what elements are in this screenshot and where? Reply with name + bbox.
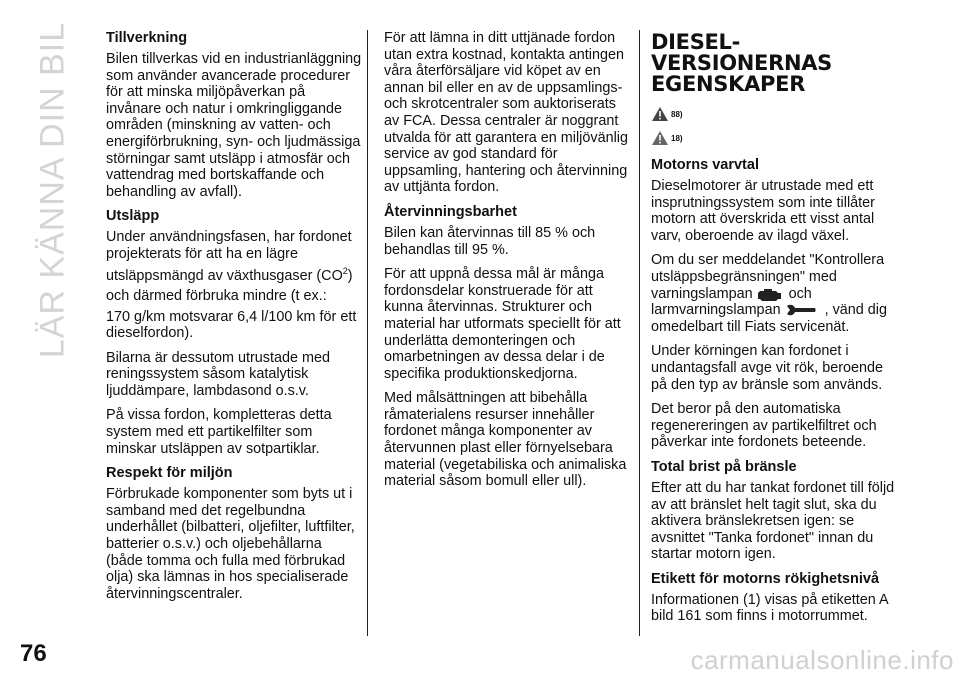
warning-reference-2	[651, 129, 901, 147]
column-divider-2	[639, 30, 640, 636]
paragraph-bransle: Efter att du har tankat fordonet till följd av att bränslet helt tagit slut, ska du aktivera bränslekretsen igen: se avsnittet "Tanka fordonet" innan du startar motorn igen.	[651, 479, 895, 563]
section-title-line-1: DIESEL-	[651, 30, 741, 54]
heading-tillverkning: Tillverkning	[106, 30, 188, 46]
varvtal-2-text-b: och larmvarningslampan	[651, 285, 812, 319]
page-number: 76	[20, 640, 47, 667]
utslapp-text-a: Under användningsfasen, har fordonet projekterats för att ha en lägre utsläppsmängd av växthusgaser (CO	[106, 229, 352, 284]
wrench-icon	[785, 303, 821, 317]
paragraph-varvtal-2	[651, 252, 901, 335]
section-title-line-2: VERSIONERNAS	[651, 51, 833, 75]
heading-bransle: Total brist på bränsle	[651, 458, 797, 475]
paragraph-atervinning-3: Med målsättningen att bibehålla råmaterialens resurser innehåller fordonet många komponenter av återvunnen plast eller förnyelsebara material (vegetabiliska och animaliska material såsom bomull eller ull).	[384, 390, 627, 490]
paragraph-respekt: Förbrukade komponenter som byts ut i samband med det regelbundna underhållet (bilbatteri, oljefilter, luftfilter, batterier o.s.v.) och oljebehållarna (både tomma och fulla med förbrukad olja) ska lämnas in hos specialiserade återvinningscentraler.	[106, 486, 355, 602]
column-1	[106, 30, 362, 610]
column-3	[651, 30, 901, 633]
column-2	[384, 30, 634, 498]
side-section-title-text: LÄR KÄNNA DIN BIL	[33, 21, 72, 359]
paragraph-atervinning-2: För att uppnå dessa mål är många fordonsdelar konstruerade för att kunna återvinnas. Strukturer och material har utformats speciellt för att underlätta demonteringen och omarbetningen av dessa delar i de specifika produktionskedjorna.	[384, 266, 621, 382]
paragraph-utslapp-1	[106, 229, 362, 284]
paragraph-atervinning-1: Bilen kan återvinnas till 85 % och behandlas till 95 %.	[384, 224, 596, 258]
warning-ref-label-1: 88)	[671, 109, 683, 119]
paragraph-intro: För att lämna in ditt uttjänade fordon utan extra kostnad, kontakta antingen våra återförsäljare vid köpet av en annan bil eller en av de uppsamlings- och skrotcentraler som auktoriserats av FCA. Dessa centraler är noggrant utvalda för att garantera en miljövänlig service av god standard för uppsamling, hantering och återvinning av uttjänta fordon.	[384, 30, 628, 196]
heading-atervinning: Återvinningsbarhet	[384, 203, 517, 220]
heading-utslapp: Utsläpp	[106, 208, 160, 225]
warning-ref-label-2: 18)	[671, 133, 683, 143]
section-title-line-3: EGENSKAPER	[651, 72, 806, 96]
warning-triangle-icon	[651, 106, 669, 122]
heading-varvtal: Motorns varvtal	[651, 157, 759, 173]
paragraph-utslapp-1c: och därmed förbruka mindre (t ex.:	[106, 287, 327, 304]
paragraph-utslapp-3: På vissa fordon, kompletteras detta system med ett partikelfilter som minskar utsläppen av sotpartiklar.	[106, 407, 332, 457]
watermark: carmanualsonline.info	[690, 645, 954, 675]
utslapp-text-b: )	[347, 267, 353, 284]
paragraph-utslapp-1d: 170 g/km motsvarar 6,4 l/100 km för ett dieselfordon).	[106, 308, 357, 342]
paragraph-varvtal-1: Dieselmotorer är utrustade med ett insprutningssystem som inte tillåter motorn att överskrida ett visst antal varv, oberoende av ilagd växel.	[651, 178, 875, 244]
column-divider-1	[367, 30, 368, 636]
section-title	[651, 32, 901, 95]
paragraph-varvtal-4: Det beror på den automatiska regenereringen av partikelfiltret och påverkar inte fordonets beteende.	[651, 401, 877, 451]
heading-respekt: Respekt för miljön	[106, 465, 233, 482]
heading-etikett: Etikett för motorns rökighetsnivå	[651, 570, 880, 587]
warning-reference-1	[651, 105, 901, 123]
co2-subscript: 2	[342, 265, 348, 276]
varvtal-2-text-c: , vänd dig omedelbart till Fiats servicenät.	[651, 302, 887, 335]
paragraph-utslapp-2: Bilarna är dessutom utrustade med reningssystem såsom katalytisk ljuddämpare, lambdasond o.s.v.	[106, 349, 330, 399]
side-section-title	[28, 20, 78, 360]
paragraph-varvtal-3: Under körningen kan fordonet i undantagsfall avge vit rök, beroende på den typ av bränsle som används.	[651, 343, 884, 393]
paragraph-etikett: Informationen (1) visas på etiketten A bild 161 som finns i motorrummet.	[651, 591, 888, 625]
warning-triangle-icon	[651, 130, 669, 146]
engine-warning-icon	[757, 286, 785, 302]
varvtal-2-text-a: Om du ser meddelandet "Kontrollera utsläppsbegränsningen" med varningslampan	[651, 252, 885, 302]
paragraph-tillverkning: Bilen tillverkas vid en industrianläggning som använder avancerade procedurer för att minska miljöpåverkan på invånare och natur i omkringliggande områden (minskning av vatten- och energiförbrukning, syn- och ljudmässiga störningar samt utsläpp i atmosfär och vattendrag med bortskaffande och behandling av avfall).	[106, 51, 362, 200]
